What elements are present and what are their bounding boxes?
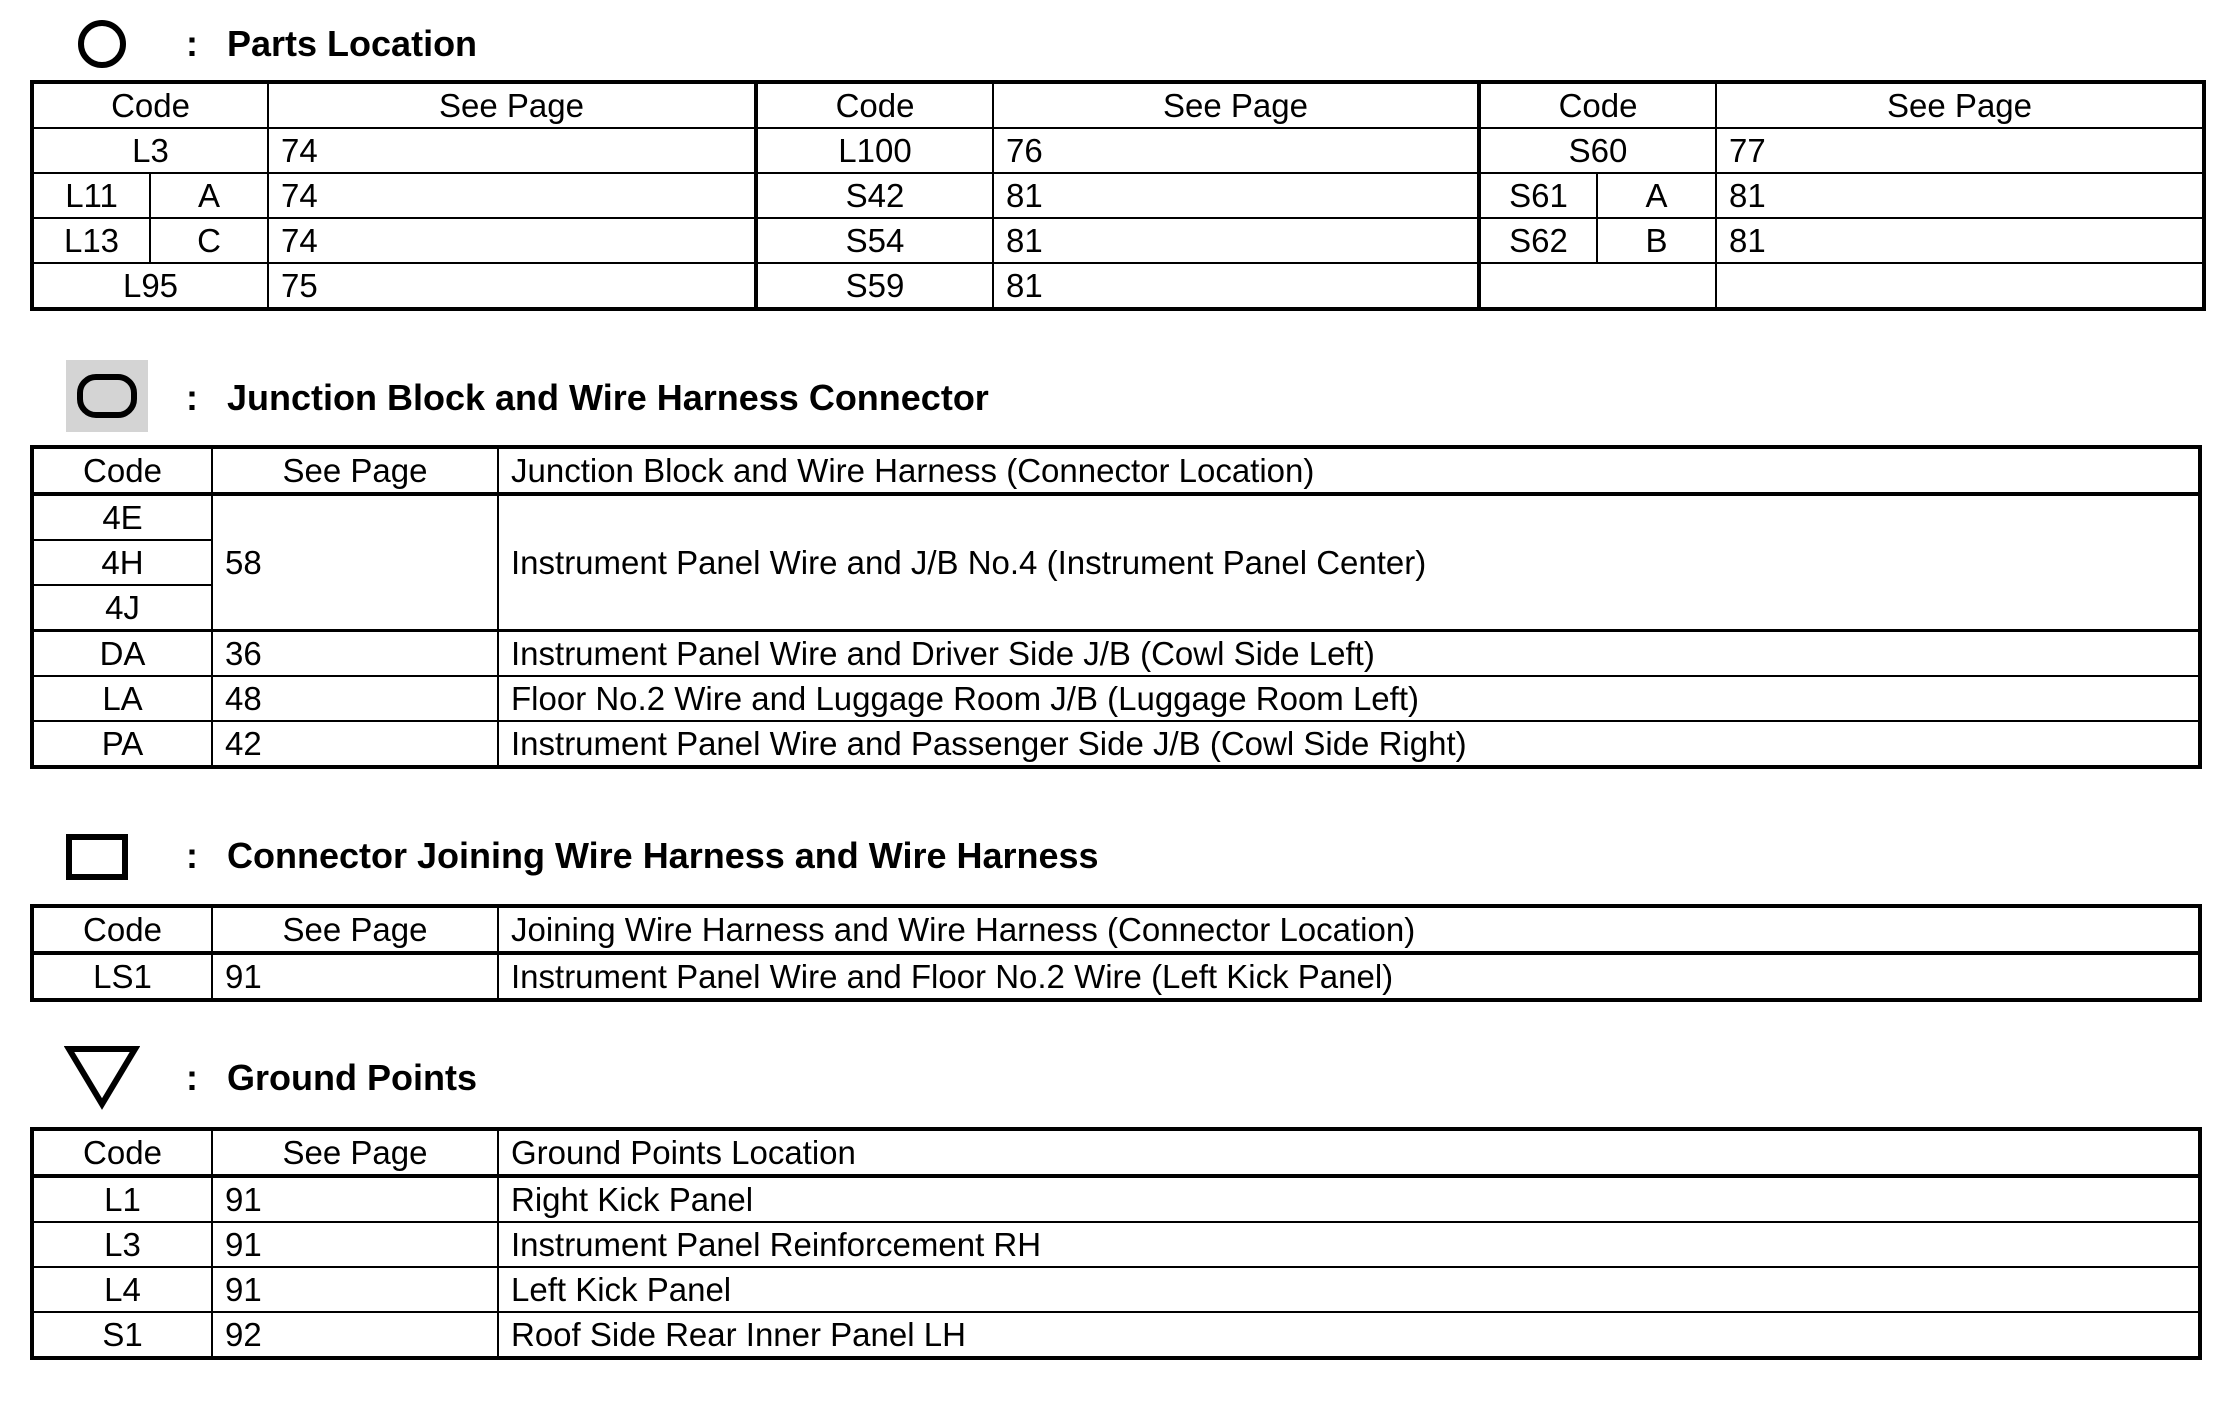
triangle-down-icon bbox=[64, 1044, 140, 1115]
junction-block-table bbox=[30, 445, 2202, 769]
table-row bbox=[32, 1267, 2200, 1312]
code-cell: DA bbox=[32, 631, 212, 677]
section-colon: : bbox=[186, 377, 198, 418]
table-header-row bbox=[32, 447, 2200, 494]
code-cell: S62 bbox=[1479, 218, 1597, 263]
table-row bbox=[32, 494, 2200, 540]
code-header: Code bbox=[32, 447, 212, 494]
code-header: Code bbox=[1479, 82, 1716, 128]
page-cell: 91 bbox=[212, 1222, 498, 1267]
page-cell: 76 bbox=[993, 128, 1479, 173]
location-cell: Instrument Panel Wire and Passenger Side J/B (Cowl Side Right) bbox=[498, 721, 2200, 767]
code-cell: S61 bbox=[1479, 173, 1597, 218]
section-colon: : bbox=[186, 1057, 198, 1098]
page-cell: 75 bbox=[268, 263, 756, 309]
page-cell: 91 bbox=[212, 1267, 498, 1312]
code-cell: LS1 bbox=[32, 953, 212, 1000]
code-cell: S1 bbox=[32, 1312, 212, 1358]
table-row bbox=[32, 1312, 2200, 1358]
table-row bbox=[32, 676, 2200, 721]
table-row bbox=[32, 721, 2200, 767]
code-cell: S42 bbox=[756, 173, 993, 218]
code-cell: L4 bbox=[32, 1267, 212, 1312]
code-cell: L3 bbox=[32, 128, 268, 173]
page-cell: 48 bbox=[212, 676, 498, 721]
table-header-row bbox=[32, 82, 2204, 128]
code-cell: S59 bbox=[756, 263, 993, 309]
page-cell: 74 bbox=[268, 128, 756, 173]
location-header: Junction Block and Wire Harness (Connector Location) bbox=[498, 447, 2200, 494]
code-cell: PA bbox=[32, 721, 212, 767]
page-cell: 81 bbox=[993, 263, 1479, 309]
table-row bbox=[32, 128, 2204, 173]
code-cell: L13 bbox=[32, 218, 150, 263]
location-cell: Roof Side Rear Inner Panel LH bbox=[498, 1312, 2200, 1358]
parts-location-table bbox=[30, 80, 2206, 311]
code-cell: 4J bbox=[32, 585, 212, 631]
code-cell: L100 bbox=[756, 128, 993, 173]
section-colon: : bbox=[186, 835, 198, 876]
table-row bbox=[32, 263, 2204, 309]
page-cell: 81 bbox=[1716, 173, 2204, 218]
code-header: Code bbox=[32, 82, 268, 128]
circle-icon bbox=[76, 18, 128, 75]
table-row bbox=[32, 218, 2204, 263]
table-row bbox=[32, 631, 2200, 677]
see-page-header: See Page bbox=[212, 1129, 498, 1176]
rounded-rectangle-icon bbox=[66, 360, 148, 437]
location-header: Joining Wire Harness and Wire Harness (Connector Location) bbox=[498, 906, 2200, 953]
sub-code-cell: A bbox=[1597, 173, 1716, 218]
page-cell: 81 bbox=[993, 173, 1479, 218]
junction-block-title: Junction Block and Wire Harness Connector bbox=[227, 377, 989, 418]
rectangle-icon bbox=[66, 834, 128, 885]
page-cell: 74 bbox=[268, 173, 756, 218]
connector-joining-title: Connector Joining Wire Harness and Wire Harness bbox=[227, 835, 1099, 876]
page-cell: 74 bbox=[268, 218, 756, 263]
section-colon: : bbox=[186, 23, 198, 64]
see-page-header: See Page bbox=[993, 82, 1479, 128]
table-row bbox=[32, 1176, 2200, 1222]
location-cell: Instrument Panel Wire and J/B No.4 (Instrument Panel Center) bbox=[498, 494, 2200, 631]
code-cell: L11 bbox=[32, 173, 150, 218]
location-header: Ground Points Location bbox=[498, 1129, 2200, 1176]
code-cell: LA bbox=[32, 676, 212, 721]
sub-code-cell: B bbox=[1597, 218, 1716, 263]
table-header-row bbox=[32, 906, 2200, 953]
code-header: Code bbox=[32, 906, 212, 953]
location-cell: Left Kick Panel bbox=[498, 1267, 2200, 1312]
page-cell: 81 bbox=[1716, 218, 2204, 263]
code-cell: S54 bbox=[756, 218, 993, 263]
code-cell: S60 bbox=[1479, 128, 1716, 173]
table-row bbox=[32, 1222, 2200, 1267]
sub-code-cell: C bbox=[150, 218, 268, 263]
code-cell: 4H bbox=[32, 540, 212, 585]
see-page-header: See Page bbox=[268, 82, 756, 128]
ground-points-table bbox=[30, 1127, 2202, 1360]
table-row bbox=[32, 173, 2204, 218]
empty-cell bbox=[1716, 263, 2204, 309]
location-cell: Right Kick Panel bbox=[498, 1176, 2200, 1222]
page-cell: 92 bbox=[212, 1312, 498, 1358]
code-header: Code bbox=[32, 1129, 212, 1176]
location-cell: Instrument Panel Wire and Driver Side J/B (Cowl Side Left) bbox=[498, 631, 2200, 677]
code-header: Code bbox=[756, 82, 993, 128]
code-cell: L1 bbox=[32, 1176, 212, 1222]
page-cell: 42 bbox=[212, 721, 498, 767]
page-cell: 91 bbox=[212, 953, 498, 1000]
page-cell: 58 bbox=[212, 494, 498, 631]
page-cell: 77 bbox=[1716, 128, 2204, 173]
location-cell: Floor No.2 Wire and Luggage Room J/B (Luggage Room Left) bbox=[498, 676, 2200, 721]
parts-location-title: Parts Location bbox=[227, 23, 478, 64]
empty-cell bbox=[1479, 263, 1716, 309]
code-cell: L3 bbox=[32, 1222, 212, 1267]
page-cell: 91 bbox=[212, 1176, 498, 1222]
location-cell: Instrument Panel Reinforcement RH bbox=[498, 1222, 2200, 1267]
code-cell: L95 bbox=[32, 263, 268, 309]
table-row bbox=[32, 953, 2200, 1000]
sub-code-cell: A bbox=[150, 173, 268, 218]
page-cell: 36 bbox=[212, 631, 498, 677]
see-page-header: See Page bbox=[212, 447, 498, 494]
ground-points-title: Ground Points bbox=[227, 1057, 477, 1098]
connector-joining-table bbox=[30, 904, 2202, 1002]
location-cell: Instrument Panel Wire and Floor No.2 Wire (Left Kick Panel) bbox=[498, 953, 2200, 1000]
table-header-row bbox=[32, 1129, 2200, 1176]
code-cell: 4E bbox=[32, 494, 212, 540]
page-cell: 81 bbox=[993, 218, 1479, 263]
see-page-header: See Page bbox=[1716, 82, 2204, 128]
see-page-header: See Page bbox=[212, 906, 498, 953]
